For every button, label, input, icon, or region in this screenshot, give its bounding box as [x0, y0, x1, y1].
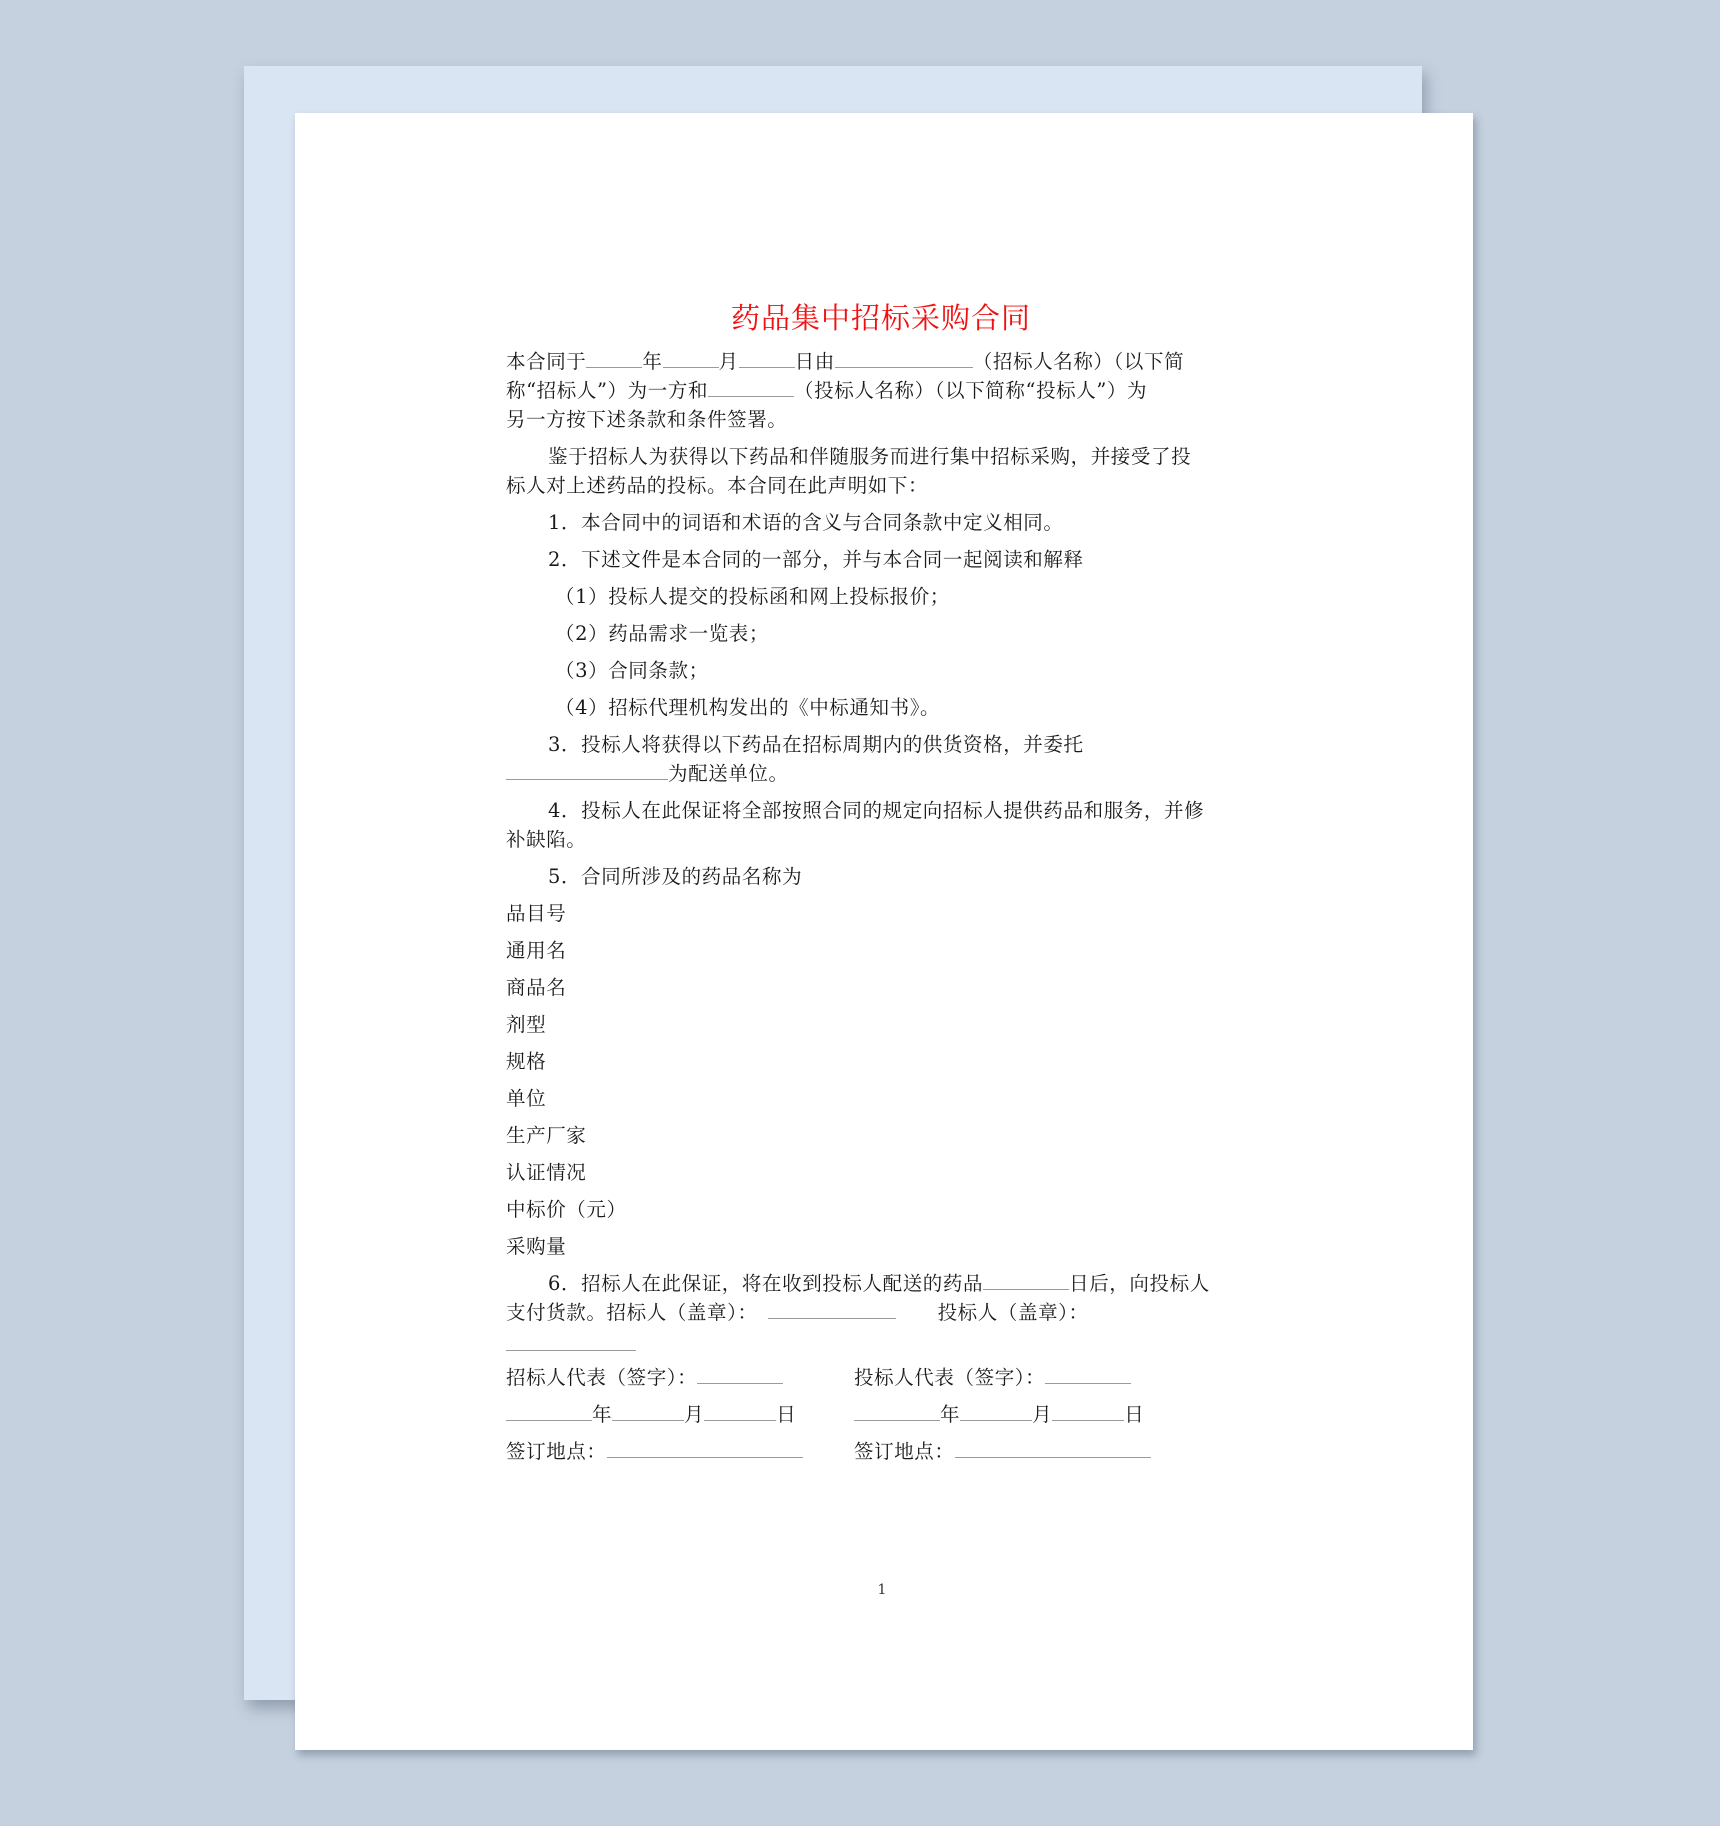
bidder-place-blank[interactable] [955, 1439, 1151, 1458]
whereas-line-2: 标人对上述药品的投标。本合同在此声明如下： [506, 474, 929, 497]
bidder-day-blank[interactable] [1052, 1402, 1124, 1421]
month-blank[interactable] [663, 349, 719, 368]
clause-2: 2．下述文件是本合同的一部分，并与本合同一起阅读和解释 [548, 548, 1084, 571]
tenderer-rep-signature: 招标人代表（签字）： [506, 1364, 783, 1392]
tenderer-place-blank[interactable] [607, 1439, 803, 1458]
intro-line-3: 另一方按下述条款和条件签署。 [506, 408, 788, 431]
tenderer-day-blank[interactable] [704, 1402, 776, 1421]
clause-6-line-2: 支付货款。招标人（盖章）： 投标人（盖章）： [506, 1301, 1089, 1324]
drug-field-quantity: 采购量 [506, 1235, 567, 1258]
day-blank[interactable] [739, 349, 795, 368]
bidder-year-blank[interactable] [854, 1402, 940, 1421]
clause-2-item-2: （2）药品需求一览表； [555, 622, 770, 645]
drug-field-specification: 规格 [506, 1050, 547, 1073]
clause-1: 1．本合同中的词语和术语的含义与合同条款中定义相同。 [548, 511, 1064, 534]
page-number: 1 [877, 1582, 887, 1598]
intro-line-1: 本合同于 年 月 日由 （招标人名称）（以下简 [506, 350, 1185, 373]
payment-days-blank[interactable] [983, 1271, 1069, 1290]
drug-field-unit: 单位 [506, 1087, 547, 1110]
drug-field-generic-name: 通用名 [506, 939, 567, 962]
drug-field-brand-name: 商品名 [506, 976, 567, 999]
clause-3-line-2: 为配送单位。 [506, 760, 789, 788]
tenderer-date: 年 月 日 [506, 1401, 796, 1429]
clause-2-item-4: （4）招标代理机构发出的《中标通知书》。 [555, 696, 941, 719]
distributor-blank[interactable] [506, 761, 668, 780]
tenderer-rep-blank[interactable] [697, 1365, 783, 1384]
drug-field-manufacturer: 生产厂家 [506, 1124, 587, 1147]
tenderer-signing-place: 签订地点： [506, 1438, 803, 1466]
year-blank[interactable] [586, 349, 642, 368]
drug-field-item-no: 品目号 [506, 902, 567, 925]
clause-3-line-1: 3．投标人将获得以下药品在招标周期内的供货资格，并委托 [548, 733, 1084, 756]
bidder-month-blank[interactable] [960, 1402, 1032, 1421]
document-title: 药品集中招标采购合同 [730, 301, 1031, 335]
tenderer-seal-blank[interactable] [768, 1300, 896, 1319]
tenderer-name-blank[interactable] [835, 349, 973, 368]
clause-2-item-1: （1）投标人提交的投标函和网上投标报价； [555, 585, 950, 608]
bidder-seal-line [506, 1331, 636, 1359]
clause-5: 5．合同所涉及的药品名称为 [548, 865, 803, 888]
bidder-seal-blank[interactable] [506, 1332, 636, 1351]
bidder-signing-place: 签订地点： [854, 1438, 1151, 1466]
clause-2-item-3: （3）合同条款； [555, 659, 709, 682]
drug-field-bid-price: 中标价（元） [506, 1198, 627, 1221]
whereas-line-1: 鉴于招标人为获得以下药品和伴随服务而进行集中招标采购，并接受了投 [548, 445, 1192, 468]
intro-line-2: 称“招标人”）为一方和 （投标人名称）（以下简称“投标人”）为 [506, 379, 1148, 402]
bidder-rep-signature: 投标人代表（签字）： [854, 1364, 1131, 1392]
tenderer-year-blank[interactable] [506, 1402, 592, 1421]
clause-4-line-2: 补缺陷。 [506, 828, 587, 851]
drug-field-certification: 认证情况 [506, 1161, 587, 1184]
bidder-name-blank[interactable] [708, 378, 794, 397]
tenderer-month-blank[interactable] [612, 1402, 684, 1421]
bidder-rep-blank[interactable] [1045, 1365, 1131, 1384]
clause-6-line-1: 6．招标人在此保证，将在收到投标人配送的药品 日后，向投标人 [548, 1272, 1210, 1295]
drug-field-dosage-form: 剂型 [506, 1013, 547, 1036]
clause-4-line-1: 4．投标人在此保证将全部按照合同的规定向招标人提供药品和服务，并修 [548, 799, 1205, 822]
bidder-date: 年 月 日 [854, 1401, 1144, 1429]
